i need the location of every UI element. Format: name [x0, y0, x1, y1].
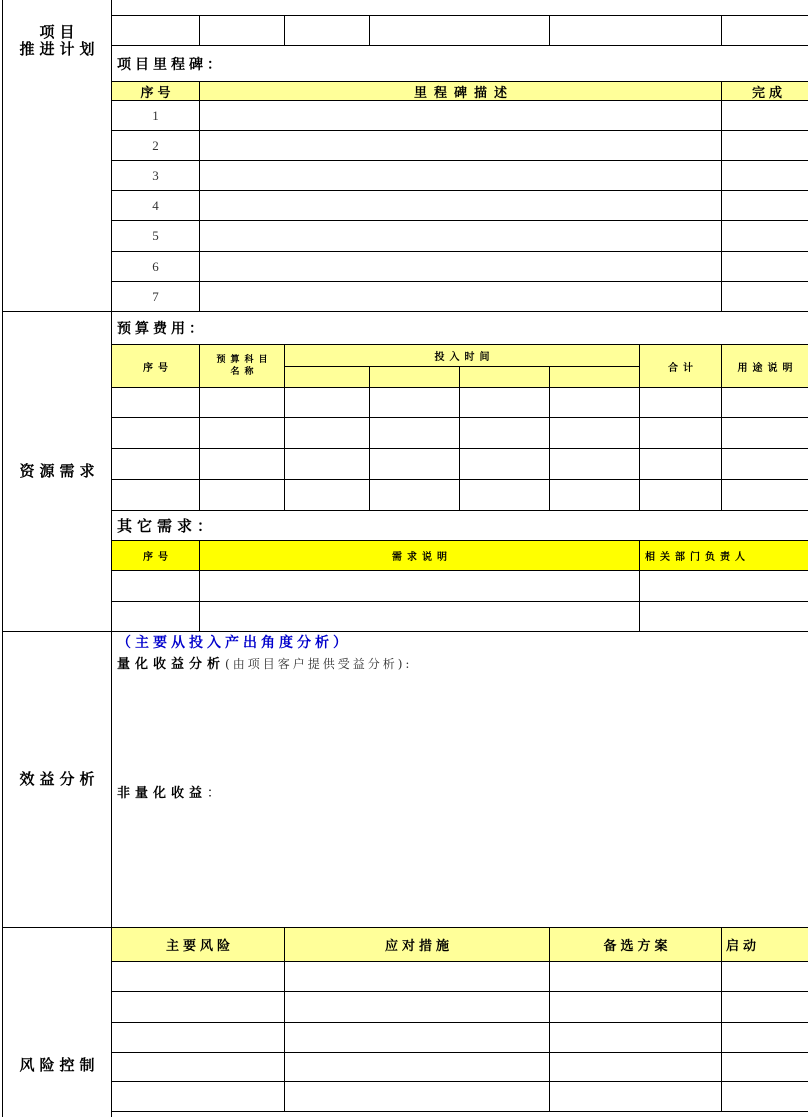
risk-row-5-response[interactable]	[285, 1082, 550, 1112]
milestone-row-1-description[interactable]	[200, 101, 722, 131]
non-quantified-benefit-line	[117, 783, 220, 803]
milestone-row-7-completion[interactable]	[722, 282, 808, 312]
milestone-row-5-index: 5	[112, 221, 200, 252]
budget-header-time-slot-4[interactable]	[550, 367, 640, 388]
budget-header-purpose: 用途说明	[722, 345, 808, 388]
milestone-row-3-description[interactable]	[200, 161, 722, 191]
risk-table	[112, 928, 808, 1112]
milestone-row-3-completion[interactable]	[722, 161, 808, 191]
plan-top-cell-3[interactable]	[285, 15, 370, 46]
budget-row-3-time-4[interactable]	[550, 449, 640, 480]
section-label-project-plan-line2: 推进计划	[19, 40, 100, 58]
budget-row-4-time-2[interactable]	[370, 480, 460, 511]
budget-row-1-time-4[interactable]	[550, 388, 640, 418]
milestone-row-6-completion[interactable]	[722, 252, 808, 282]
budget-row-4-time-1[interactable]	[285, 480, 370, 511]
budget-header-index: 序号	[112, 345, 200, 388]
other-needs-header-description: 需求说明	[200, 541, 640, 571]
resource-table	[112, 312, 808, 632]
budget-row-2-total[interactable]	[640, 418, 722, 449]
budget-row-3-subject[interactable]	[200, 449, 285, 480]
other-need-row-1-description[interactable]	[200, 571, 640, 602]
risk-row-4-trigger[interactable]	[722, 1053, 808, 1082]
milestone-row-2-description[interactable]	[200, 131, 722, 161]
milestone-row-7-index: 7	[112, 282, 200, 312]
budget-row-4-total[interactable]	[640, 480, 722, 511]
other-need-row-2-index[interactable]	[112, 602, 200, 632]
budget-row-4-subject[interactable]	[200, 480, 285, 511]
budget-row-1-time-1[interactable]	[285, 388, 370, 418]
budget-row-3-time-1[interactable]	[285, 449, 370, 480]
budget-row-1-time-2[interactable]	[370, 388, 460, 418]
section-label-resource-text: 资源需求	[19, 462, 100, 480]
milestone-row-4-completion[interactable]	[722, 191, 808, 221]
budget-row-3-time-2[interactable]	[370, 449, 460, 480]
budget-row-1-purpose[interactable]	[722, 388, 808, 418]
budget-row-3-purpose[interactable]	[722, 449, 808, 480]
budget-row-3-total[interactable]	[640, 449, 722, 480]
risk-row-1-trigger[interactable]	[722, 962, 808, 992]
budget-row-4-purpose[interactable]	[722, 480, 808, 511]
milestone-header-completion: 完成	[722, 82, 808, 101]
section-label-risk-text: 风险控制	[19, 1056, 100, 1074]
risk-row-2-alternative[interactable]	[550, 992, 722, 1023]
budget-row-2-time-1[interactable]	[285, 418, 370, 449]
milestone-row-5-description[interactable]	[200, 221, 722, 252]
risk-row-3-risk[interactable]	[112, 1023, 285, 1053]
risk-header-trigger: 启动	[722, 928, 808, 962]
risk-row-1-alternative[interactable]	[550, 962, 722, 992]
section-label-project-plan-line1: 项目	[39, 23, 80, 41]
risk-row-3-trigger[interactable]	[722, 1023, 808, 1053]
risk-row-3-response[interactable]	[285, 1023, 550, 1053]
budget-header-time-slot-2[interactable]	[370, 367, 460, 388]
budget-header-time-slot-1[interactable]	[285, 367, 370, 388]
risk-row-3-alternative[interactable]	[550, 1023, 722, 1053]
budget-row-1-index[interactable]	[112, 388, 200, 418]
budget-row-4-time-4[interactable]	[550, 480, 640, 511]
risk-row-5-alternative[interactable]	[550, 1082, 722, 1112]
budget-row-3-index[interactable]	[112, 449, 200, 480]
milestone-row-6-description[interactable]	[200, 252, 722, 282]
plan-top-cell-4[interactable]	[370, 15, 550, 46]
risk-header-alternative: 备选方案	[550, 928, 722, 962]
other-need-row-1-owner[interactable]	[640, 571, 808, 602]
budget-row-2-purpose[interactable]	[722, 418, 808, 449]
budget-header-subject-line1: 预算科目	[216, 355, 273, 365]
risk-row-4-alternative[interactable]	[550, 1053, 722, 1082]
budget-row-1-subject[interactable]	[200, 388, 285, 418]
milestone-row-2-completion[interactable]	[722, 131, 808, 161]
risk-row-1-response[interactable]	[285, 962, 550, 992]
other-needs-title: 其它需求：	[112, 511, 808, 541]
milestone-row-5-completion[interactable]	[722, 221, 808, 252]
non-quantified-benefit-label: 非量化收益	[117, 786, 208, 801]
other-need-row-2-description[interactable]	[200, 602, 640, 632]
benefit-note: （主要从投入产出角度分析）	[117, 635, 351, 651]
quantified-benefit-label: 量化收益分析	[117, 657, 226, 672]
other-needs-header-index: 序号	[112, 541, 200, 571]
plan-top-cell-5[interactable]	[550, 15, 722, 46]
project-plan-table	[112, 15, 808, 312]
budget-header-subject	[200, 345, 285, 388]
risk-row-4-response[interactable]	[285, 1053, 550, 1082]
milestone-row-1-completion[interactable]	[722, 101, 808, 131]
quantified-benefit-line	[117, 654, 412, 674]
plan-top-cell-2[interactable]	[200, 15, 285, 46]
milestone-row-7-description[interactable]	[200, 282, 722, 312]
risk-row-2-risk[interactable]	[112, 992, 285, 1023]
budget-row-4-time-3[interactable]	[460, 480, 550, 511]
risk-row-1-risk[interactable]	[112, 962, 285, 992]
milestone-row-1-index: 1	[112, 101, 200, 131]
budget-title: 预算费用：	[112, 312, 808, 345]
budget-row-1-total[interactable]	[640, 388, 722, 418]
benefit-analysis-area[interactable]	[112, 632, 808, 928]
risk-row-4-risk[interactable]	[112, 1053, 285, 1082]
budget-header-time-slot-3[interactable]	[460, 367, 550, 388]
other-needs-header-owner: 相关部门负责人	[640, 541, 808, 571]
budget-row-2-time-2[interactable]	[370, 418, 460, 449]
budget-row-4-index[interactable]	[112, 480, 200, 511]
section-label-resource	[2, 312, 112, 632]
milestone-row-4-description[interactable]	[200, 191, 722, 221]
milestone-row-2-index: 2	[112, 131, 200, 161]
budget-header-subject-line2: 名称	[230, 367, 259, 377]
risk-row-5-risk[interactable]	[112, 1082, 285, 1112]
non-quantified-benefit-colon: ：	[207, 786, 221, 801]
plan-top-cell-1[interactable]	[112, 15, 200, 46]
budget-row-3-time-3[interactable]	[460, 449, 550, 480]
budget-header-total: 合计	[640, 345, 722, 388]
section-label-project-plan	[2, 0, 112, 312]
budget-row-2-time-4[interactable]	[550, 418, 640, 449]
milestone-row-4-index: 4	[112, 191, 200, 221]
budget-header-input-time: 投入时间	[285, 345, 640, 367]
budget-row-2-subject[interactable]	[200, 418, 285, 449]
budget-row-1-time-3[interactable]	[460, 388, 550, 418]
risk-row-5-trigger[interactable]	[722, 1082, 808, 1112]
budget-row-2-time-3[interactable]	[460, 418, 550, 449]
section-label-benefit	[2, 632, 112, 928]
risk-header-main-risk: 主要风险	[112, 928, 285, 962]
other-need-row-1-index[interactable]	[112, 571, 200, 602]
quantified-benefit-hint: (由项目客户提供受益分析):	[225, 657, 413, 671]
milestone-row-6-index: 6	[112, 252, 200, 282]
budget-row-2-index[interactable]	[112, 418, 200, 449]
milestone-header-index: 序号	[112, 82, 200, 101]
milestone-row-3-index: 3	[112, 161, 200, 191]
milestone-header-description: 里程碑描述	[200, 82, 722, 101]
section-label-risk	[2, 928, 112, 1117]
other-need-row-2-owner[interactable]	[640, 602, 808, 632]
milestone-title: 项目里程碑：	[112, 46, 808, 82]
section-label-benefit-text: 效益分析	[19, 770, 100, 788]
risk-header-response: 应对措施	[285, 928, 550, 962]
risk-row-2-trigger[interactable]	[722, 992, 808, 1023]
risk-row-2-response[interactable]	[285, 992, 550, 1023]
plan-top-cell-6[interactable]	[722, 15, 808, 46]
